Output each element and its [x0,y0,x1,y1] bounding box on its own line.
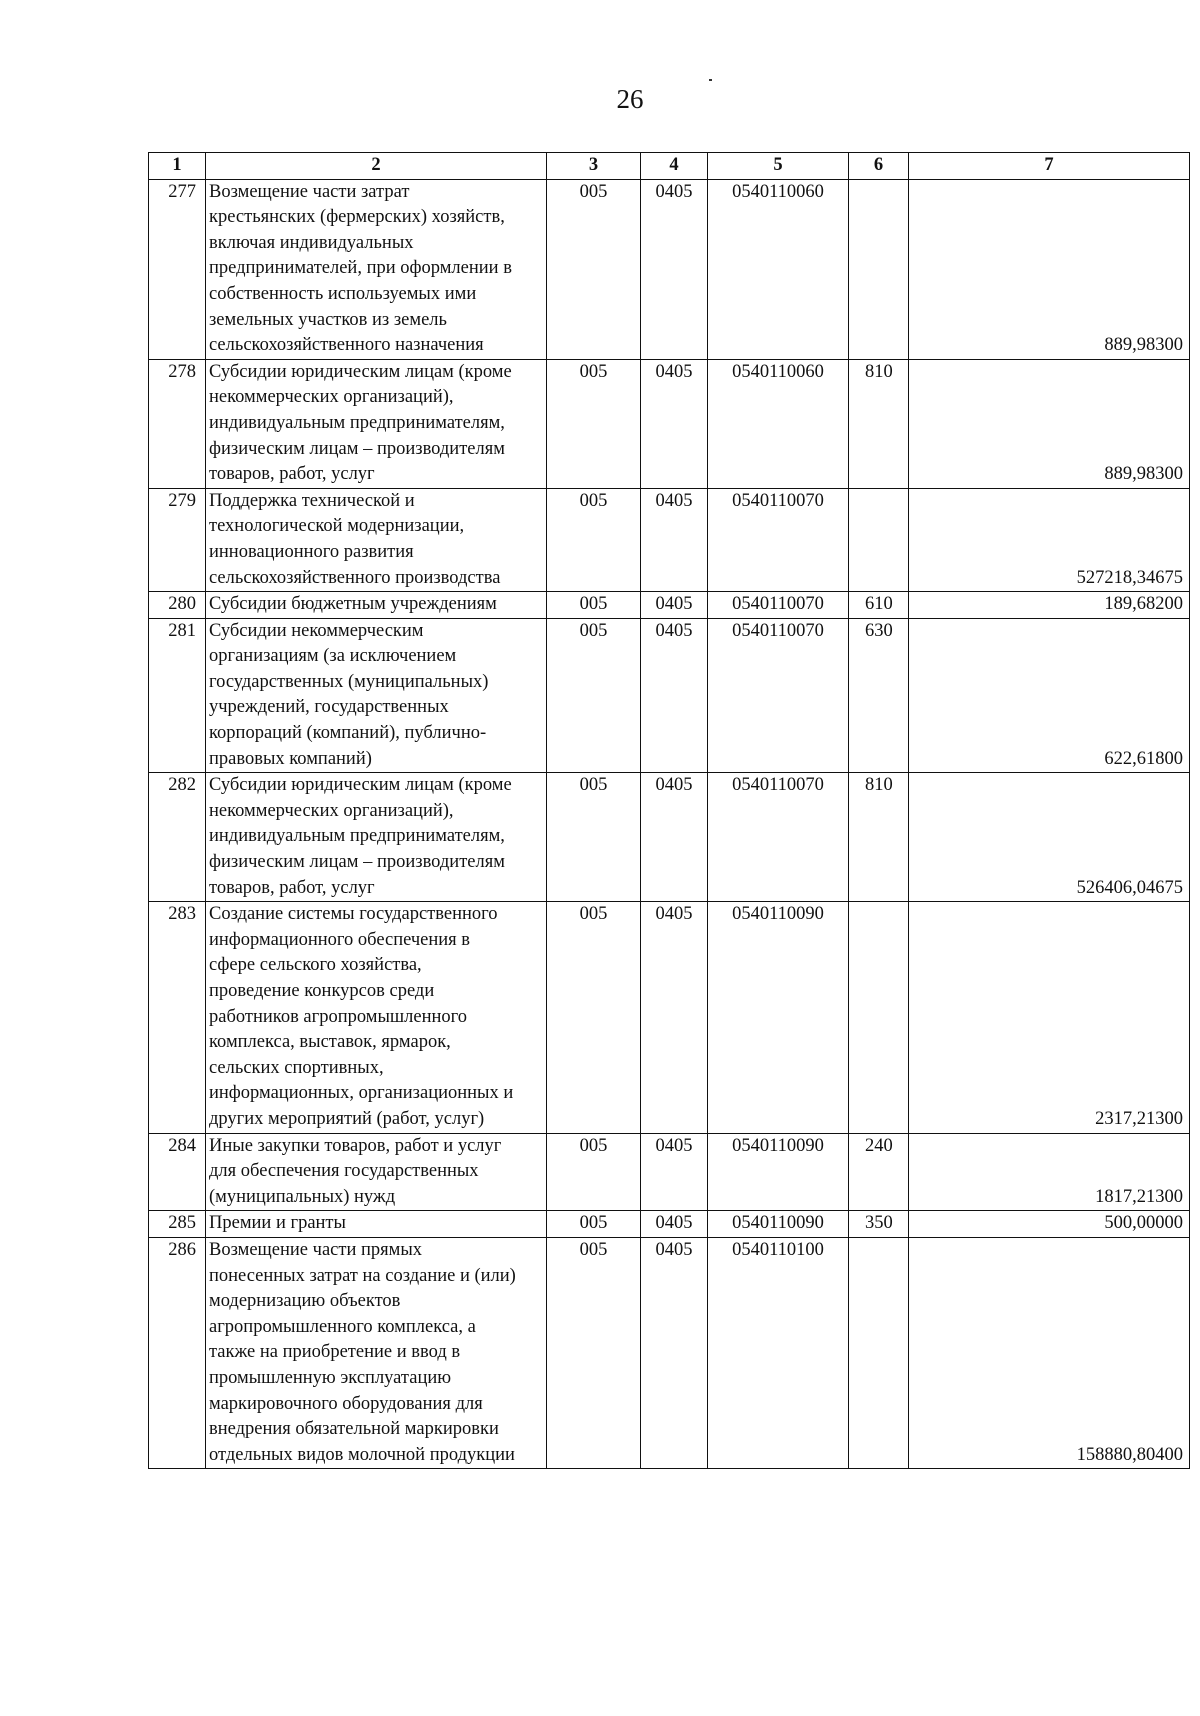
target-article-code: 0540110070 [708,618,849,773]
expense-type-code: 240 [849,1133,909,1211]
amount: 889,98300 [909,359,1190,488]
row-name-line: внедрения обязательной маркировки [209,1419,499,1440]
col-header-2: 2 [206,153,547,180]
row-name-line: Субсидии некоммерческим [209,620,424,641]
ministry-code: 005 [547,359,641,488]
row-name-line: некоммерческих организаций), [209,387,454,408]
row-name-line: агропромышленного комплекса, а [209,1316,476,1337]
row-name-line: Иные закупки товаров, работ и услуг [209,1135,502,1156]
row-name [206,1211,547,1238]
amount: 500,00000 [909,1211,1190,1238]
row-name-line: товаров, работ, услуг [209,464,375,485]
col-header-4: 4 [641,153,708,180]
row-name-line: Субсидии юридическим лицам (кроме [209,361,512,382]
row-number: 282 [149,773,206,902]
amount: 526406,04675 [909,773,1190,902]
target-article-code: 0540110060 [708,179,849,359]
ministry-code: 005 [547,592,641,619]
expense-type-code [849,488,909,591]
table-row [149,618,1190,773]
section-code: 0405 [641,592,708,619]
col-header-1: 1 [149,153,206,180]
row-number: 278 [149,359,206,488]
row-name-line: проведение конкурсов среди [209,981,435,1001]
row-number: 284 [149,1133,206,1211]
expense-type-code: 610 [849,592,909,619]
row-name-line: сфере сельского хозяйства, [209,955,422,976]
ministry-code: 005 [547,1211,641,1238]
row-name-line: маркировочного оборудования для [209,1393,483,1414]
row-name [206,592,547,619]
row-name-line: товаров, работ, услуг [209,877,375,898]
row-name-line: технологической модернизации, [209,516,465,537]
expense-type-code: 810 [849,359,909,488]
row-name-line: информационного обеспечения в [209,929,471,950]
row-name-line: отдельных видов молочной продукции [209,1444,515,1465]
scan-speck [709,79,712,81]
row-name-line: комплекса, выставок, ярмарок, [209,1032,451,1053]
amount: 1817,21300 [909,1133,1190,1211]
ministry-code: 005 [547,1133,641,1211]
table-row [149,359,1190,488]
row-name-line: государственных (муниципальных) [209,671,489,692]
target-article-code: 0540110070 [708,488,849,591]
amount: 622,61800 [909,618,1190,773]
row-name-line: работников агропромышленного [209,1006,468,1027]
row-name [206,359,547,488]
amount: 2317,21300 [909,902,1190,1133]
row-name-line: физическим лицам – производителям [209,852,505,873]
row-number: 286 [149,1237,206,1468]
row-name-line: собственность используемых ими [209,283,477,304]
row-name-line: промышленную эксплуатацию [209,1367,452,1388]
row-name [206,773,547,902]
row-number: 285 [149,1211,206,1238]
amount: 527218,34675 [909,488,1190,591]
expense-type-code [849,1237,909,1468]
col-header-5: 5 [708,153,849,180]
row-name-line: информационных, организационных и [209,1083,514,1104]
ministry-code: 005 [547,1237,641,1468]
ministry-code: 005 [547,902,641,1133]
page-number: 26 [616,84,644,114]
ministry-code: 005 [547,488,641,591]
row-name-line: земельных участков из земель [209,309,447,330]
row-name-line: предпринимателей, при оформлении в [209,258,512,279]
target-article-code: 0540110060 [708,359,849,488]
section-code: 0405 [641,902,708,1133]
expense-type-code: 810 [849,773,909,902]
row-number: 283 [149,902,206,1133]
target-article-code: 0540110070 [708,773,849,902]
row-name [206,902,547,1133]
row-name-line: Субсидии бюджетным учреждениям [209,594,497,615]
row-name-line: для обеспечения государственных [209,1161,479,1182]
amount: 158880,80400 [909,1237,1190,1468]
table-row [149,488,1190,591]
row-name-line: индивидуальным предпринимателям, [209,412,505,433]
row-name-line: других мероприятий (работ, услуг) [209,1108,485,1129]
section-code: 0405 [641,1133,708,1211]
row-name-line: Субсидии юридическим лицам (кроме [209,775,512,796]
table-row [149,1237,1190,1468]
row-name-line: также на приобретение и ввод в [209,1342,461,1363]
row-name-line: физическим лицам – производителям [209,438,505,459]
row-name-line: понесенных затрат на создание и (или) [209,1265,516,1286]
col-header-7: 7 [909,153,1190,180]
ministry-code: 005 [547,773,641,902]
ministry-code: 005 [547,618,641,773]
row-name-line: Поддержка технической и [209,490,415,511]
section-code: 0405 [641,488,708,591]
row-name-line: Возмещение части прямых [209,1239,423,1260]
table-row [149,773,1190,902]
expense-type-code [849,179,909,359]
col-header-6: 6 [849,153,909,180]
section-code: 0405 [641,179,708,359]
row-name-line: Возмещение части затрат [209,181,410,202]
budget-table [148,152,1190,1469]
row-number: 281 [149,618,206,773]
expense-type-code: 350 [849,1211,909,1238]
col-header-3: 3 [547,153,641,180]
row-name-line: инновационного развития [209,541,414,562]
row-name-line: корпораций (компаний), публично- [209,723,487,744]
amount: 189,68200 [909,592,1190,619]
expense-type-code [849,902,909,1133]
row-name [206,488,547,591]
row-name [206,618,547,773]
row-name-line: Премии и гранты [209,1213,346,1234]
target-article-code: 0540110090 [708,902,849,1133]
row-name-line: сельскохозяйственного производства [209,567,501,588]
table-row [149,902,1190,1133]
row-name-line: организациям (за исключением [209,646,457,667]
expense-type-code: 630 [849,618,909,773]
row-name-line: модернизацию объектов [209,1291,401,1312]
target-article-code: 0540110100 [708,1237,849,1468]
section-code: 0405 [641,618,708,773]
row-name-line: индивидуальным предпринимателям, [209,826,505,847]
row-name-line: правовых компаний) [209,748,372,769]
row-name-line: включая индивидуальных [209,232,414,253]
ministry-code: 005 [547,179,641,359]
table-row [149,592,1190,619]
row-name-line: (муниципальных) нужд [209,1186,396,1207]
row-number: 277 [149,179,206,359]
row-number: 279 [149,488,206,591]
row-name-line: сельских спортивных, [209,1057,384,1078]
section-code: 0405 [641,773,708,902]
row-name-line: крестьянских (фермерских) хозяйств, [209,207,505,228]
row-name-line: некоммерческих организаций), [209,800,454,821]
row-name [206,179,547,359]
target-article-code: 0540110070 [708,592,849,619]
target-article-code: 0540110090 [708,1211,849,1238]
row-name-line: Создание системы государственного [209,904,498,925]
section-code: 0405 [641,1237,708,1468]
row-name-line: учреждений, государственных [209,697,449,718]
table-row [149,1133,1190,1211]
row-name [206,1133,547,1211]
section-code: 0405 [641,1211,708,1238]
header-row [149,153,1190,180]
row-number: 280 [149,592,206,619]
table-row [149,1211,1190,1238]
table-row [149,179,1190,359]
section-code: 0405 [641,359,708,488]
target-article-code: 0540110090 [708,1133,849,1211]
amount: 889,98300 [909,179,1190,359]
row-name-line: сельскохозяйственного назначения [209,335,484,356]
row-name [206,1237,547,1468]
